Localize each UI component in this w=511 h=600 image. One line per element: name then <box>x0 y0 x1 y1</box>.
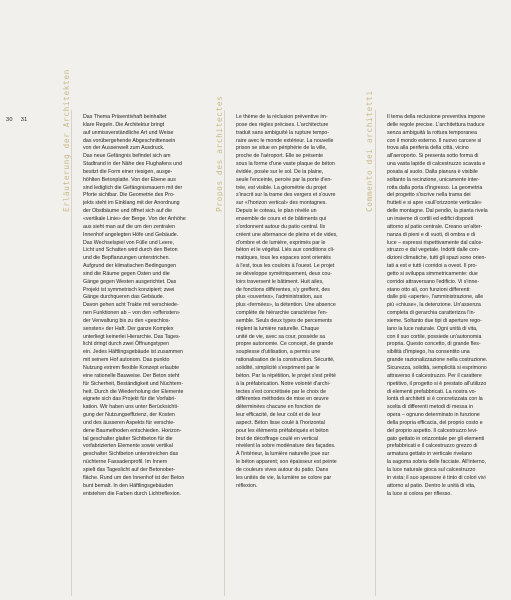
text-line: getto si sviluppa simmetricamente: due <box>387 270 478 277</box>
text-line: seule l'enceinte, percée par la porte d'en- <box>236 176 332 183</box>
column-divider <box>375 110 376 596</box>
text-line: struzzo e dal vegetale. Indotti dalle con- <box>387 247 480 254</box>
text-line: «vertikale Linie» der Berge. Von der Anhöhe <box>83 215 186 222</box>
text-line: évidée, posée sur le sol. De la plaine, <box>236 168 324 175</box>
text-line: À l'intérieur, la lumière naturelle joue sur <box>236 451 330 458</box>
text-line: lano la luce naturale. Ogni unità di vita, <box>387 325 478 332</box>
text-line: sur «l'horizon vertical» des montagnes. <box>236 200 327 207</box>
text-line: bunt bemalt. In den Häftlingsgebäuden <box>83 482 174 489</box>
text-line: corridoi attraversano l'edificio. Vi s'inne- <box>387 278 480 285</box>
text-line: Innenhof angelegten Höfe und Gebäude. <box>83 231 179 238</box>
text-line: Davon gehen acht Trakte mit verschiede- <box>83 302 179 309</box>
text-line: béton et le végétal. Liés aux conditions cli- <box>236 247 335 254</box>
text-line: révèlent la sobre modénature des façades. <box>236 443 336 450</box>
text-line: posata al suolo. Dalla pianura è visibile <box>387 168 478 175</box>
text-line: vorfabrizierten Elemente sowie vertikal <box>83 443 173 450</box>
text-line: d'ombre et de lumière, exprimés par le <box>236 239 326 246</box>
text-line: completa di gerarchia caratterizza l'in- <box>387 310 476 317</box>
text-line: delle montagne. Dal pendio, la pianta rivela <box>387 208 488 215</box>
text-line: unité de vie, avec sa cour, possède sa <box>236 333 326 340</box>
text-line: eignete sich das Projekt für die Vorfabri- <box>83 396 177 403</box>
text-line: Das Wechselspiel von Fülle und Leere, <box>83 239 174 246</box>
text-line: leur efficacité, de leur coût et de leur <box>236 412 321 419</box>
text-line: proche de l'aéroport. Elle se présente <box>236 153 324 160</box>
text-line: del progetto s'iscrive nella trama dei <box>387 192 471 199</box>
text-line: jekts steht im Einklang mit der Anordnung <box>83 200 180 207</box>
text-line: complète de hiérarchie caractérise l'en- <box>236 310 328 317</box>
text-line: Depuis le coteau, le plan révèle un <box>236 208 317 215</box>
text-line: di elementi prefabbricati. La nostra vo- <box>387 388 477 395</box>
text-line: dizioni climatiche, tutti gli spazi sono orien- <box>387 255 487 262</box>
text-line: sibilità d'impiego, ha consentito una <box>387 349 470 356</box>
text-line: la luce naturale gioca sul calcestruzzo <box>387 466 476 473</box>
text-line: trova alla periferia della città, vicino <box>387 145 469 152</box>
text-line: Projekt ist symmetrisch konzipiert; zwei <box>83 286 175 293</box>
text-line: gung der Nutzungseffizienz, der Kosten <box>83 412 175 419</box>
side-title-italian: Commento dei architetti <box>365 90 374 212</box>
text-line: aus sieht man auf die um den zentralen <box>83 223 175 230</box>
text-line: Das neue Gefängnis befindet sich am <box>83 153 171 160</box>
text-line: Aufgrund der klimatischen Bedingungen <box>83 263 177 270</box>
text-line: attorno al patio centrale. Creano un'alter- <box>387 223 483 230</box>
text-line: Il tema della reclusione preventiva impone <box>387 114 486 120</box>
text-line: armatura gettato in verticale rivelano <box>387 451 472 458</box>
text-line: aspect. Béton lisse coulé à l'horizontal <box>236 419 325 426</box>
text-line: propre autonomie. Ce concept, de grande <box>236 341 334 348</box>
text-line: béton. Par la répétition, le projet s'est prêté <box>236 372 336 379</box>
text-line: frutteti e si apre «sull'orizzonte verticale» <box>387 200 482 207</box>
text-line: semble. Seuls deux types de percements <box>236 317 333 324</box>
text-line: luce – espressi rispettivamente dal calce- <box>387 239 484 246</box>
side-title-french: Propos des architectes <box>215 95 224 212</box>
text-line: der Verwaltung bis zu den «geschlos- <box>83 317 171 324</box>
german-text-column <box>83 114 186 498</box>
text-line: Licht und Schatten wird durch den Beton <box>83 247 178 254</box>
italian-text-column <box>387 114 488 498</box>
text-line: à l'est, tous les couloirs à l'ouest. Le projet <box>236 263 335 270</box>
text-line: les unités de vie, la lumière se colore par <box>236 474 332 481</box>
text-line: ein. Jedes Häftlingsgebäude ist zusammen <box>83 349 184 356</box>
text-line: scelta di differenti metodi di messa in <box>387 404 473 411</box>
page-number-right: 31 <box>20 117 28 123</box>
text-line: s'inscrit sur la trame des vergers et s'ouvre <box>236 192 336 199</box>
text-line: heit. Durch die Wiederholung der Elemente <box>83 388 184 395</box>
text-line: dalle più «aperte», l'amministrazione, alle <box>387 294 484 301</box>
text-line: traduit sans ambiguïté la rupture tempo- <box>236 129 330 136</box>
text-line: Gänge gegen Westen ausgerichtet. Das <box>83 278 177 285</box>
french-text-column <box>236 114 338 491</box>
text-line: le béton apparent; son épaisseur est peinte <box>236 459 337 466</box>
text-line: Gänge durchqueren das Gebäude. <box>83 294 165 301</box>
text-line: und des äusseren Aspekts für verschie- <box>83 419 175 426</box>
text-line: à la préfabrication. Notre volonté d'archi- <box>236 380 331 387</box>
text-line: matiques, tous les espaces sont orientés <box>236 255 331 262</box>
text-line: de couleurs vives autour du patio. Dans <box>236 466 329 473</box>
text-line: in vista; il suo spessore è tinto di colori vivi <box>387 474 486 481</box>
text-line: für Sicherheit, Beständigkeit und Nüchtern- <box>83 380 184 387</box>
text-line: un insieme di cortili ed edifici disposti <box>387 215 474 222</box>
text-line: la luce si colora per riflesso. <box>387 490 452 497</box>
text-line: souplesse d'utilisation, a permis une <box>236 349 321 356</box>
text-line: der Obstbäume und öffnet sich auf die <box>83 208 172 215</box>
text-line: attorno al patio. Dentro le unità di vita, <box>387 482 476 489</box>
text-line: opera – ognuno determinato in funzione <box>387 412 480 419</box>
text-line: ripetitivo, il progetto si è prestato all'utilizzo <box>387 380 487 387</box>
text-line: eine rationelle Bauweise. Der Beton steht <box>83 372 180 379</box>
text-line: pour les éléments préfabriqués et béton <box>236 427 329 434</box>
text-line: della propria efficacia, del proprio costo e <box>387 419 483 426</box>
page-number-left: 30 <box>6 117 13 123</box>
text-line: unterliegt keinerlei Hierarchie. Das Tages- <box>83 333 181 340</box>
text-line: rationalisation de la construction. Sécurité, <box>236 357 335 364</box>
text-line: von der Aussenwelt zum Ausdruck. <box>83 145 165 152</box>
text-line: geschalter Sichtbeton unterstreichen das <box>83 451 179 458</box>
text-line: rotta dalla porta d'ingresso. La geometria <box>387 184 483 191</box>
text-line: Le thème de la réclusion préventive im- <box>236 114 328 120</box>
text-line: sieme. Soltanto due tipi di aperture rego- <box>387 317 482 324</box>
text-line: con il suo cortile, possiede un'autonomia <box>387 333 482 340</box>
text-line: sensten» der Haft. Der ganze Komplex <box>83 325 174 332</box>
text-line: besitzt die Form einer riesigen, ausge- <box>83 168 173 175</box>
text-line: das vorübergehende Abgeschnittensein <box>83 137 176 144</box>
text-line: règlent la lumière naturelle. Chaque <box>236 325 320 332</box>
text-line: raire avec le monde extérieur. La nouvelle <box>236 137 334 144</box>
text-line: prefabbricati e il calcestruzzo grezzo di <box>387 443 478 450</box>
text-line: und die Bepflanzungen unterstrichen. <box>83 255 170 262</box>
text-line: sind die Räume gegen Osten und die <box>83 270 170 277</box>
text-line: nanza di pieni e di vuoti, di ombra e di <box>387 231 476 238</box>
text-line: de fonctions différentes, s'y greffent, des <box>236 286 330 293</box>
text-line: lontà di architetti si è concretizzata con la <box>387 396 483 403</box>
text-line: stano otto ali, con funzioni differenti: <box>387 286 471 293</box>
text-line: Stadtrand in der Nähe des Flughafens und <box>83 161 182 168</box>
text-line: licht dringt durch zwei Öffnungstypen <box>83 341 169 348</box>
text-line: brut de décoffrage coulé en vertical <box>236 435 318 442</box>
text-line: plus «ouvertes», l'administration, aux <box>236 294 323 301</box>
text-line: prison se situe en périphérie de la ville, <box>236 145 327 152</box>
text-line: sind lediglich die Gefängnismauern mit der <box>83 184 183 191</box>
text-line: nen Funktionen ab – von den «offensten» <box>83 310 180 317</box>
text-line: mit seinem Hof autonom. Das punkto <box>83 357 170 364</box>
text-line: gato gettato in orizzontale per gli elementi <box>387 435 485 442</box>
text-line: all'aeroporto. Si presenta sotto forma di <box>387 153 479 160</box>
text-line: klare Regeln. Die Architektur bringt <box>83 121 165 128</box>
text-line: tal geschalter glatter Sichtbeton für die <box>83 435 173 442</box>
text-line: sous la forme d'une vaste plaque de béton <box>236 161 335 168</box>
text-line: fläche. Rund um den Innenhof ist der Beton <box>83 474 185 481</box>
text-line: nüchterne Fassadenprofil. Im Innern <box>83 459 168 466</box>
side-title-german: Erläuterung der Architekten <box>62 69 71 212</box>
text-line: auf unmissverständliche Art und Weise <box>83 129 174 136</box>
text-line: grande razionalizzazione nella costruzione. <box>387 357 488 364</box>
text-line: tectes s'est concrétisée par le choix de <box>236 388 327 395</box>
text-line: Das Thema Präventivhaft beinhaltet <box>83 114 167 120</box>
text-line: solidité, simplicité s'expriment par le <box>236 365 320 371</box>
page-numbers <box>6 117 34 123</box>
text-line: pose des règles précises. L'architecture <box>236 121 329 128</box>
text-line: Sicurezza, solidità, semplicità si esprimono <box>387 365 487 371</box>
text-line: la sagoma sobria delle facciate. All'interno, <box>387 459 487 466</box>
text-line: s'ordonnent autour du patio central. Ils <box>236 223 326 230</box>
text-line: déterminées chacune en fonction de <box>236 404 321 411</box>
text-line: una vasta lapide di calcestruzzo scavata e <box>387 161 486 168</box>
text-line: attraverso il calcestruzzo. Per il carattere <box>387 372 482 379</box>
text-line: ensemble de cours et de bâtiments qui <box>236 215 327 222</box>
text-line: höhlten Betonplatte. Von der Ebene aus <box>83 176 176 183</box>
text-line: propria. Questo concetto, di grande fles- <box>387 341 481 348</box>
text-line: più «chiuse», la detenzione. Un'assenza <box>387 302 481 309</box>
text-line: différentes méthodes de mise en œuvre <box>236 396 329 403</box>
text-line: con il mondo esterno. Il nuovo carcere si <box>387 137 482 144</box>
text-line: dene Baumethoden entschieden. Horizon- <box>83 427 182 434</box>
text-line: créent une alternance de pleins et de vides, <box>236 231 338 238</box>
text-line: delle regole precise. L'architettura traduce <box>387 121 485 128</box>
text-line: kation. Wir haben uns unter Berücksichti- <box>83 404 179 411</box>
text-line: réflexion. <box>236 482 258 489</box>
text-line: senza ambiguità la rottura temporanea <box>387 129 477 136</box>
text-line: Nutzung extrem flexible Konzept erlaubte <box>83 365 180 371</box>
text-line: entstehen die Farben durch Lichtreflexion. <box>83 490 182 497</box>
text-line: se développe symétriquement, deux cou- <box>236 270 333 277</box>
text-line: del proprio aspetto. Il calcestruzzo levi- <box>387 427 478 434</box>
text-line: plus «fermées», la détention. Une absence <box>236 302 336 309</box>
text-line: soltanto la recinzione, unicamente inter- <box>387 176 480 183</box>
text-line: trée, est visible. La géométrie du projet <box>236 184 327 191</box>
text-line: Pforte sichtbar. Die Geometrie des Pro- <box>83 192 175 199</box>
text-line: loirs traversent le bâtiment. Huit ailes, <box>236 278 324 285</box>
text-line: tati a est e tutti i corridoi a ovest. Il pro- <box>387 263 478 270</box>
text-line: spielt das Tageslicht auf der Betonober- <box>83 466 176 473</box>
